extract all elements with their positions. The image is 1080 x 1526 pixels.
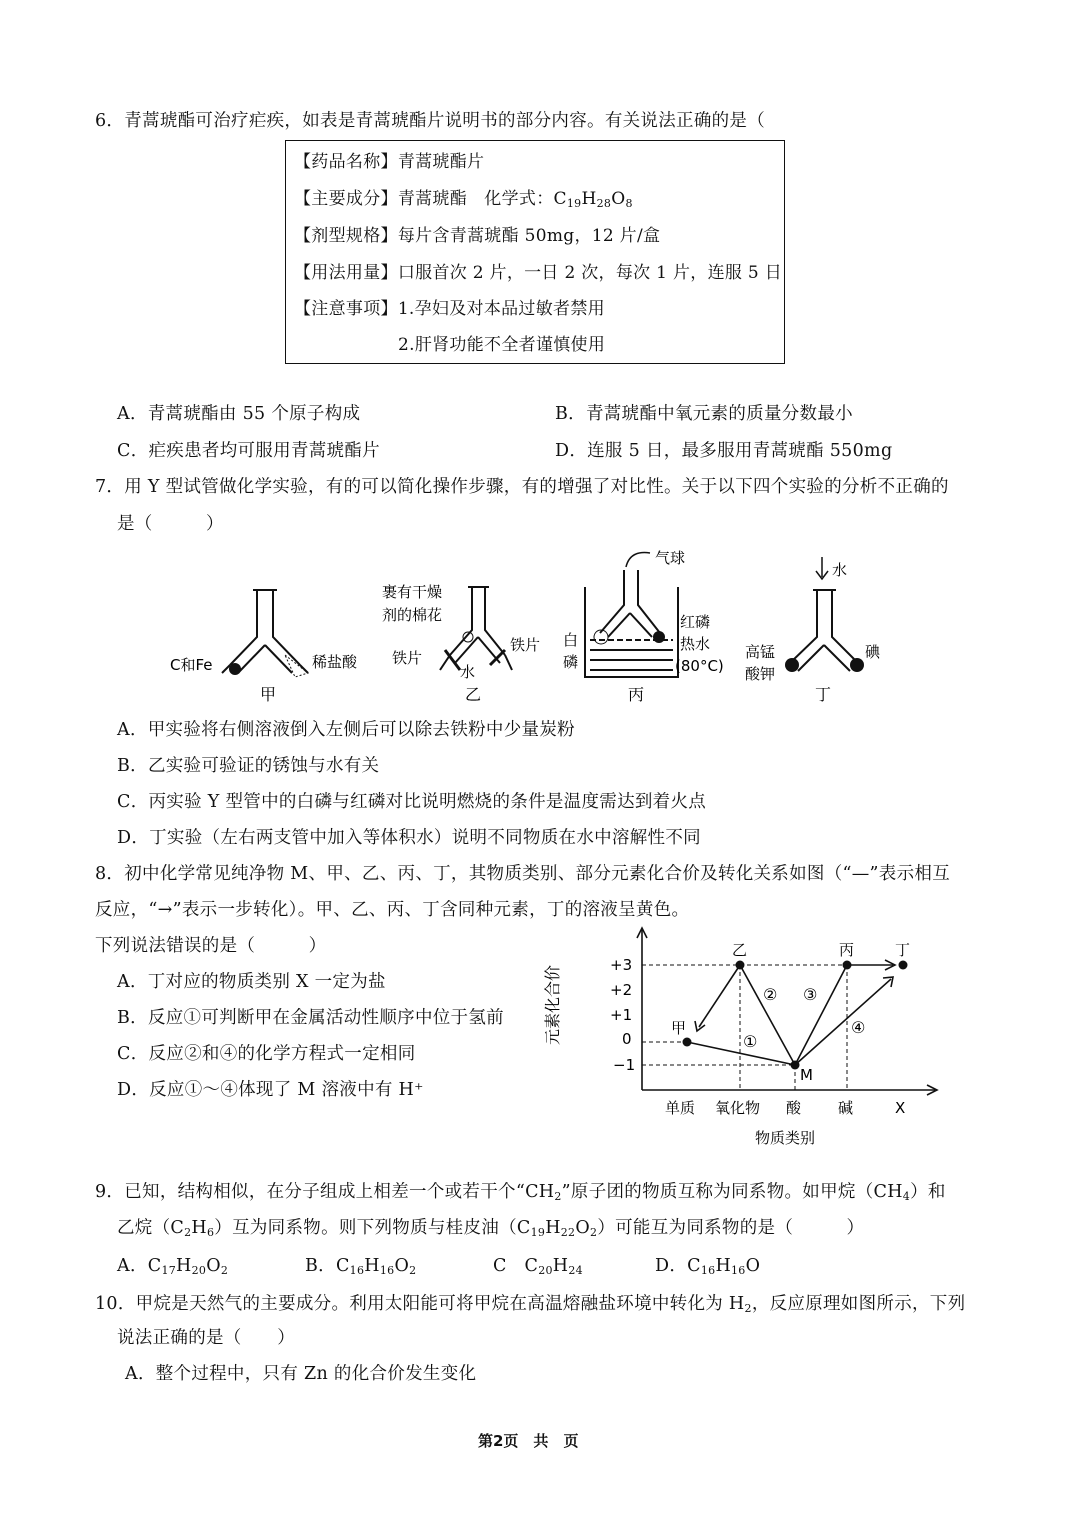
page-footer: 第2页 共 页 bbox=[478, 1432, 579, 1450]
q7-experiment-figure bbox=[160, 545, 920, 710]
reaction-3: ③ bbox=[803, 985, 818, 1004]
q8-valence-chart bbox=[543, 925, 945, 1150]
ding-iodine bbox=[850, 658, 864, 672]
box-name-row bbox=[294, 147, 484, 172]
reaction-4: ④ bbox=[851, 1018, 866, 1037]
note-1: 1.孕妇及对本品过敏者禁用 bbox=[397, 299, 605, 319]
jia-liquid bbox=[285, 655, 308, 677]
yi-top-label-2: 剂的棉花 bbox=[382, 606, 443, 624]
point-ding bbox=[899, 961, 908, 970]
notes-label: 【注意事项】 bbox=[294, 299, 398, 319]
q8-stem-line1: 8．初中化学常见纯净物 M、甲、乙、丙、丁，其物质类别、部分元素化合价及转化关系如图（“—”表示相互 bbox=[95, 864, 951, 884]
q6-option-a: A．青蒿琥酯由 55 个原子构成 bbox=[117, 404, 361, 424]
yi-top-label-1: 裹有干燥 bbox=[382, 583, 443, 601]
usage-label: 【用法用量】 bbox=[294, 263, 398, 283]
q10-stem-line1: 10．甲烷是天然气的主要成分。利用太阳能可将甲烷在高温熔融盐环境中转化为 $H_2$，反应原理如图所示，下列 bbox=[95, 1294, 966, 1315]
bing-balloon-label: 气球 bbox=[655, 549, 686, 567]
ingredient-label: 【主要成分】 bbox=[294, 189, 398, 209]
q7-option-d: D．丁实验（左右两支管中加入等体积水）说明不同物质在水中溶解性不同 bbox=[117, 828, 701, 848]
jia-solid bbox=[229, 663, 241, 675]
q7-stem-line1: 7．用 Y 型试管做化学实验，有的可以简化操作步骤，有的增强了对比性。关于以下四个实验的分析不正确的 bbox=[95, 477, 949, 497]
bing-red-p-label: 红磷 bbox=[680, 613, 711, 631]
ding-left-label-2: 酸钾 bbox=[745, 665, 776, 683]
box-spec-row bbox=[294, 221, 660, 246]
q6-option-b: B．青蒿琥酯中氧元素的质量分数最小 bbox=[555, 404, 853, 424]
y-axis-label: 元素化合价 bbox=[543, 964, 562, 1046]
bing-y-tube bbox=[600, 570, 660, 637]
y-tick-0: 0 bbox=[622, 1030, 632, 1048]
name-label: 【药品名称】 bbox=[294, 152, 398, 172]
y-tick-minus1: −1 bbox=[613, 1056, 636, 1074]
x-tick-x: X bbox=[895, 1099, 906, 1117]
ding-y-tube bbox=[790, 590, 858, 671]
label-ding: 丁 bbox=[895, 941, 911, 959]
ding-caption: 丁 bbox=[815, 685, 832, 704]
ding-water-label: 水 bbox=[832, 561, 848, 579]
bing-beaker bbox=[585, 587, 678, 677]
y-tick-plus1: +1 bbox=[610, 1006, 633, 1024]
bing-left-label-2: 磷 bbox=[563, 653, 579, 671]
label-jia: 甲 bbox=[671, 1019, 687, 1037]
label-bing: 丙 bbox=[839, 941, 855, 959]
ding-kmno4 bbox=[785, 658, 799, 672]
q10-stem-line2: 说法正确的是（ ） bbox=[117, 1328, 295, 1348]
q10-option-a: A．整个过程中，只有 Zn 的化合价发生变化 bbox=[125, 1364, 477, 1384]
q7-option-c: C．丙实验 Y 型管中的白磷与红磷对比说明燃烧的条件是温度需达到着火点 bbox=[117, 792, 707, 812]
spec-label: 【剂型规格】 bbox=[294, 226, 398, 246]
yi-water-label: 水 bbox=[460, 663, 476, 681]
bing-caption: 丙 bbox=[628, 685, 645, 704]
jia-y-tube bbox=[222, 590, 308, 673]
red-phosphorus bbox=[653, 631, 665, 643]
bing-hot-water-label: 热水 bbox=[680, 635, 711, 653]
box-usage-row bbox=[294, 258, 782, 283]
spec-value: 每片含青蒿琥酯 50mg，12 片/盒 bbox=[397, 226, 661, 246]
y-tick-plus2: +2 bbox=[610, 981, 633, 999]
q9-option-d: D．$C_{16}H_{16}O$ bbox=[655, 1256, 761, 1277]
reaction-2: ② bbox=[763, 985, 778, 1004]
q7-option-a: A．甲实验将右侧溶液倒入左侧后可以除去铁粉中少量炭粉 bbox=[117, 720, 575, 740]
reaction-1: ① bbox=[743, 1032, 758, 1051]
q6-option-d: D．连服 5 日，最多服用青蒿琥酯 550mg bbox=[555, 441, 893, 461]
note-2: 2.肝肾功能不全者谨慎使用 bbox=[398, 335, 606, 355]
q9-stem-line1: 9．已知，结构相似，在分子组成上相差一个或若干个“$CH_2$”原子团的物质互称为同系物。如甲烷$(CH_4)$和 bbox=[95, 1182, 946, 1203]
q8-option-b: B．反应①可判断甲在金属活动性顺序中位于氢前 bbox=[117, 1008, 504, 1028]
q8-option-c: C．反应②和④的化学方程式一定相同 bbox=[117, 1044, 416, 1064]
ding-right-label: 碘 bbox=[865, 643, 881, 661]
yi-left-label: 铁片 bbox=[392, 649, 423, 667]
balloon-icon bbox=[626, 553, 650, 567]
q9-stem-line2: 乙烷$(C_2H_6)$互为同系物。则下列物质与桂皮油$(C_{19}H_{22}O_2)$可能互为同系物的是（ ） bbox=[117, 1218, 865, 1239]
yi-right-label: 铁片 bbox=[510, 636, 541, 654]
yi-right-iron bbox=[490, 650, 505, 665]
q9-option-c: C $C_{20}H_{24}$ bbox=[493, 1256, 583, 1277]
q8-option-a: A．丁对应的物质类别 X 一定为盐 bbox=[117, 972, 386, 992]
q9-option-b: B．$C_{16}H_{16}O_2$ bbox=[305, 1256, 417, 1277]
label-m: M bbox=[800, 1066, 813, 1084]
q7-option-b: B．乙实验可验证的锈蚀与水有关 bbox=[117, 756, 380, 776]
box-notes-row bbox=[294, 294, 605, 319]
jia-right-label: 稀盐酸 bbox=[312, 653, 358, 671]
ding-left-label-1: 高锰 bbox=[745, 643, 776, 661]
usage-value: 口服首次 2 片，一日 2 次，每次 1 片，连服 5 日 bbox=[397, 263, 783, 283]
q8-option-d: D．反应①～④体现了 M 溶液中有 H⁺ bbox=[117, 1080, 424, 1100]
x-tick-base: 碱 bbox=[838, 1099, 854, 1117]
drug-info-box bbox=[285, 140, 785, 364]
relation-lines bbox=[687, 965, 893, 1065]
q8-stem-line2: 反应，“→”表示一步转化）。甲、乙、丙、丁含同种元素，丁的溶液呈黄色。 bbox=[95, 900, 690, 920]
jia-left-label: C和Fe bbox=[170, 656, 213, 674]
name-value: 青蒿琥酯片 bbox=[397, 152, 485, 172]
box-ingredient-row bbox=[294, 184, 633, 209]
q8-stem-line3: 下列说法错误的是（ ） bbox=[95, 936, 327, 956]
jia-caption: 甲 bbox=[260, 685, 277, 704]
x-tick-acid: 酸 bbox=[786, 1099, 802, 1117]
q9-option-a: A．$C_{17}H_{20}O_2$ bbox=[117, 1256, 229, 1277]
formula: $C_{19}H_{28}O_8$ bbox=[553, 189, 633, 210]
x-tick-oxide: 氧化物 bbox=[715, 1099, 761, 1117]
label-yi: 乙 bbox=[732, 941, 748, 959]
ingredient-value: 青蒿琥酯 化学式： bbox=[397, 189, 554, 209]
q7-stem-line2: 是（ ） bbox=[117, 514, 224, 534]
x-axis-label: 物质类别 bbox=[755, 1129, 816, 1147]
bing-temp-label: (80°C) bbox=[675, 657, 724, 675]
y-tick-plus3: +3 bbox=[610, 956, 633, 974]
q6-option-c: C．疟疾患者均可服用青蒿琥酯片 bbox=[117, 441, 380, 461]
yi-caption: 乙 bbox=[465, 685, 482, 704]
q6-stem: 6．青蒿琥酯可治疗疟疾，如表是青蒿琥酯片说明书的部分内容。有关说法正确的是（ bbox=[95, 111, 766, 131]
bing-left-label-1: 白 bbox=[563, 631, 579, 649]
x-tick-element: 单质 bbox=[665, 1099, 696, 1117]
